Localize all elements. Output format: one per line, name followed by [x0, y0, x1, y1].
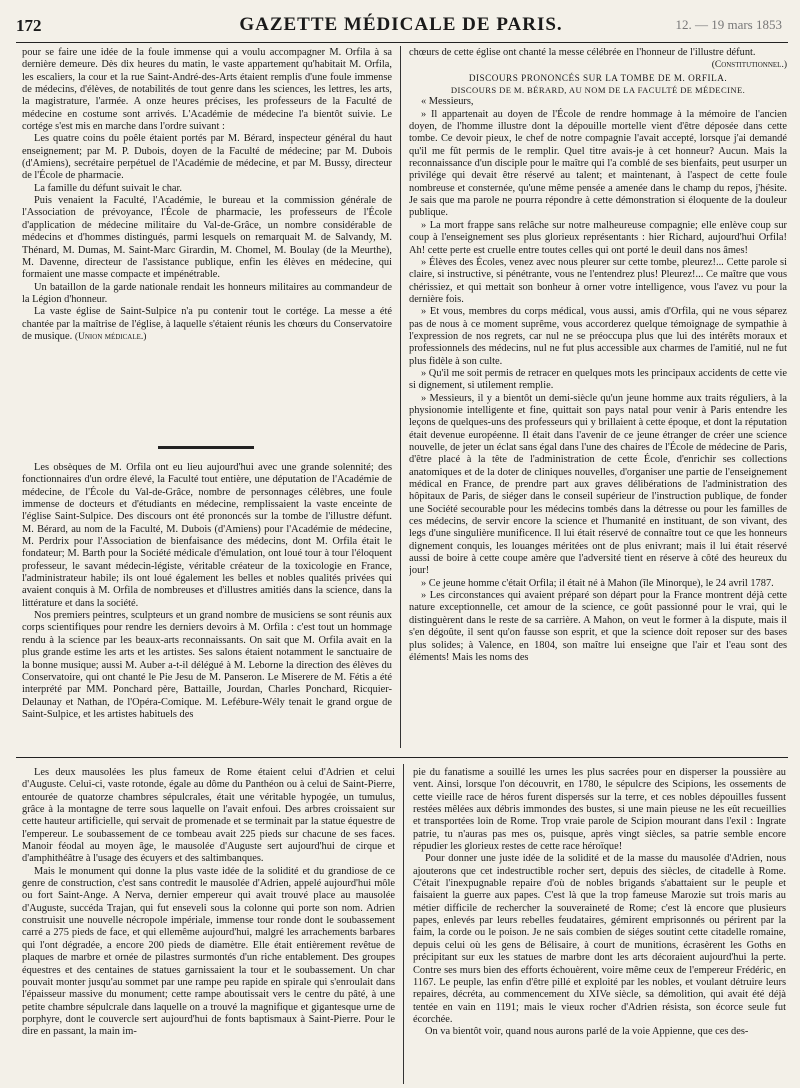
page-header	[16, 14, 786, 38]
date-stamp: 12. — 19 mars 1853	[675, 17, 782, 32]
column-1	[22, 47, 392, 437]
paragraph: » Messieurs, il y a bientôt un demi-siècle qu'un jeune homme aux traits réguliers, à la physionomie intelligente et fine, quittait son pays natal pour venir à Paris entendre les leçons de quelques-uns des professeurs qui y brillaient à cette époque, et dont la réputation était devenue européenne. Il était dans l'avenir de ce jeune étranger de créer une science nouvelle, de jeter un éclat sans égal dans l'une des chaires de l'École de médecine de Paris, d'être placé à la tête de l'administration de cette École, d'enrichir ses collections anatomiques et de la doter de cliniques nouvelles, d'organiser une partie de l'enseignement médical en France, de prendre part aux graves délibérations de l'administration des hôpitaux de Paris, de siéger dans le conseil supérieur de l'instruction publique, de fonder une Société secourable pour les médecins tombés dans la détresse ou pour les familles de ces médecins, de servir encore la science et l'humanité en instituant, de son vivant, des legs d'une singulière munificence. Il lui était réservé de connaître tout ce que les honneurs dignement conquis, les louanges méritées ont de plus enivrant; mais il lui était réservé aussi de boire à cette coupe amère que l'adversité tient en réserve à côté des heureux du jour!	[409, 392, 787, 577]
paragraph: Les deux mausolées les plus fameux de Rome étaient celui d'Adrien et celui d'Auguste. Celui-ci, vaste rotonde, égale au dôme du Panthéon ou à celui de Saint-Pierre, entourée de quatorze chambres sépulcrales, était une véritable hypogée, un tumulus, grâce à la montagne de terre sous laquelle on l'avait enfoui. Des arbres croissaient sur cette hauteur artificielle, qui servait de promenade et se terminait par la statue équestre de l'empereur. Le soubassement de ce tombeau avait 225 pieds sur chacune de ses faces. Manoir féodal au moyen âge, le mausolée d'Auguste sert aujourd'hui de cirque et d'amphithéâtre à l'usage des écuyers et des saltimbanques.	[22, 767, 395, 865]
source-credit-line	[409, 59, 787, 71]
paragraph: On va bientôt voir, quand nous aurons parlé de la voie Appienne, que ces des-	[425, 1026, 749, 1038]
column-divider	[400, 46, 401, 748]
page-number: 172	[16, 16, 42, 35]
paragraph: Pour donner une juste idée de la solidité et de la masse du mausolée d'Adrien, nous ajouterons que cet indestructible rocher sert, depuis des siècles, de citadelle à Rome. C'était l'inexpugnable repaire d'où de nobles brigands s'abattaient sur le peuple et faisaient la guerre aux papes. C'est là que la trop fameuse Marozie sut trois maris au métier difficile de rechercher la souveraineté de Rome; c'est là encore que plusieurs papes, enlevés par leurs rebelles feudataires, gémirent emprisonnés ou périrent par la faim, la corde ou le poison. Je ne sais combien de siéges soutint cette citadelle romaine, depuis celui où les gens de Bélisaire, à court de munitions, écrasèrent les Goths en précipitant sur eux les statues de marbre dont les arts décoraient aujourd'hui la perte. Contre ses murs bien des efforts échouèrent, voire même ceux de l'empereur Frédéric, en 1167. Le peuple, las enfin d'être pillé et exploité par les nobles, et voulant détruire leurs repaires, décréta, au commencement du XIVe siècle, sa démolition, qui avait été déjà tentée en vain en 1191; mais le vieux rocher d'Adrien résista, son écorce seule fut écorchée.	[413, 853, 786, 1025]
paragraph	[22, 306, 392, 343]
column-divider	[403, 764, 404, 1084]
paragraph: Les obsèques de M. Orfila ont eu lieu aujourd'hui avec une grande solennité; des fonctionnaires d'un ordre élevé, la Faculté tout entière, une députation de l'Académie de médecine, de l'École du Val-de-Grâce, nombre de personnages célèbres, une foule immense de docteurs et d'étudiants en médecine, remplissaient la vaste enceinte de l'église Saint-Sulpice. Des discours ont été prononcés sur la tombe de l'illustre défunt. M. Bérard, au nom de la Faculté, M. Dubois (d'Amiens) pour l'Académie de médecine, M. Perdrix pour l'Association de bienfaisance des médecins, dont M. Orfila était le fondateur; M. Barth pour la Société médicale d'émulation, ont loué tour à tour l'éloquent professeur, le savant médecin-légiste, véritable créateur de la toxicologie en France, l'administrateur habile; ils ont loué également les belles et nobles qualités privées qui avaient conquis à M. Orfila de nombreuses et d'illustres amitiés dans la science, dans la littérature et dans la société.	[22, 462, 392, 609]
paragraph: La famille du défunt suivait le char.	[34, 182, 183, 194]
paragraph-text: La vaste église de Saint-Sulpice n'a pu contenir tout le cortége. La messe a été chantée par la maîtrise de l'église, à laquelle s'étaient réunis les chœurs du Conservatoire de musique.	[22, 306, 392, 342]
paragraph: » Les circonstances qui avaient préparé son départ pour la France montrent déjà cette nature exceptionnelle, cet amour de la science, ce goût passionné pour le vrai, qui le distinguèrent dans le reste de sa carrière. A Mahon, on veut le former à la dispute, mais il s'en dégoûte, il sent qu'on fausse son esprit, et que la science doit reposer sur des bases plus solides; à Valence, en 1804, son maître lui enseigne que l'air et l'eau sont des éléments! Mais les noms des	[409, 590, 787, 663]
column-4	[22, 767, 395, 1082]
paragraph: » Élèves des Écoles, venez avec nous pleurer sur cette tombe, pleurez!... Cette parole si claire, si instructive, si pénétrante, vous ne l'entendrez plus! Pleurez!... Ce maître que vous chérissiez, et qui mettait son bonheur à orner votre intelligence, vous l'avez vu pour la dernière fois.	[409, 256, 787, 305]
source-credit: (Constitutionnel.)	[711, 60, 787, 71]
source-credit: (Union médicale.)	[74, 331, 147, 342]
paragraph: « Messieurs,	[421, 96, 474, 108]
paragraph: Puis venaient la Faculté, l'Académie, le bureau et la commission générale de l'Association de prévoyance, l'École de pharmacie, les professeurs de l'École d'application de médecine militaire du Val-de-Grâce, un nombre considérable de médecins et d'hommes distingués, parmi lesquels on remarquait M. de Salvandy, M. Thénard, M. Dumas, M. Saint-Marc Girardin, M. Chomel, M. Boulay (de la Meurthe), M. Davenne, directeur de l'assistance publique, enfin les élèves en médecine, qui formaient une masse compacte et impénétrable.	[22, 195, 392, 281]
paragraph: pour se faire une idée de la foule immense qui a voulu accompagner M. Orfila à sa dernière demeure. Dès dix heures du matin, le vaste appartement qu'habitait M. Orfila, les escaliers, la cour et la rue Saint-André-des-Arts étaient remplis d'une foule immense de médecins, d'élèves, de notabilités de tout genre dans les sciences, les lettres, les arts, la magistrature, l'armée. A onze heures précises, les professeurs de la Faculté de médecine en costume sont arrivés. L'Académie de médecine l'a bientôt suivie. Le cortége s'est mis en marche dans l'ordre suivant :	[22, 47, 392, 133]
paragraph: » Ce jeune homme c'était Orfila; il était né à Mahon (île Minorque), le 24 avril 1787.	[421, 577, 774, 589]
paragraph: » La mort frappe sans relâche sur notre malheureuse compagnie; elle enlève coup sur coup à l'enseignement ses plus glorieux représentants : hier Richard, aujourd'hui Orfila! Ah! cette perte est cruelle entre toutes celles qui ont porté le deuil dans nos âmes!	[409, 219, 787, 256]
discourse-subtitle: DISCOURS DE M. BÉRARD, AU NOM DE LA FACULTÉ DE MÉDECINE.	[450, 85, 746, 96]
paragraph: » Il appartenait au doyen de l'École de rendre hommage à la mémoire de l'ancien doyen, de l'homme illustre dont la dépouille mortelle vient d'être déposée dans cette tombe. Ce devoir pieux, le chef de notre compagnie l'avait accepté, lorsque j'ai demandé qu'il me fût permis de le remplir. Quel titre avais-je à cet honneur? Aucun. Mais la reconnaissance d'un disciple pour le maître qui l'a comblé de ses bienfaits, peut usurper un privilége qui devait être réservé au talent; et maintenant, à l'aspect de cette foule nombreuse et consternée, qu'une même pensée a amenée dans le champ du repos, j'hésite. Je sais que ma parole ne pourra répondre à cette démonstration si éloquente de la douleur publique.	[409, 108, 787, 219]
paragraph: » Qu'il me soit permis de retracer en quelques mots les principaux accidents de cette vie si dignement, si utilement remplie.	[409, 367, 787, 392]
paragraph: Un bataillon de la garde nationale rendait les honneurs militaires au commandeur de la Légion d'honneur.	[22, 281, 392, 305]
feuilleton-rule	[16, 757, 788, 758]
column-3	[409, 47, 787, 747]
column-5	[413, 767, 786, 1082]
masthead-title: GAZETTE MÉDICALE DE PARIS.	[239, 14, 563, 35]
paragraph: Les quatre coins du poêle étaient portés par M. Bérard, inspecteur général du haut enseignement; par M. P. Dubois, doyen de la Faculté de médecine; par M. Dubois (d'Amiens), secrétaire perpétuel de l'Académie de médecine, et par M. Bussy, directeur de l'École de pharmacie.	[22, 133, 392, 182]
paragraph: chœurs de cette église ont chanté la messe célébrée en l'honneur de l'illustre défunt.	[409, 47, 756, 58]
discourses-title: DISCOURS PRONONCÉS SUR LA TOMBE DE M. ORFILA.	[468, 72, 728, 83]
paragraph: Nos premiers peintres, sculpteurs et un grand nombre de musiciens se sont réunis aux corps scientifiques pour rendre les derniers devoirs à M. Orfila : c'est tout un hommage rendu à la science par les beaux-arts reconnaissants. On sait que M. Orfila avait en la plus grande estime les arts et les artistes. Ses salons étaient notamment le sanctuaire de la bonne musique; aussi M. Auber a-t-il délégué à M. Leborne la direction des élèves du Conservatoire, qui ont chanté le Pie Jesu de M. Panseron. Le Miserere de M. Fétis a été interprété par MM. Ponchard père, Battaille, Jourdan, Charles Ponchard, Ricquier-Delaunay et Nathan, de l'Opéra-Comique. M. Lefébure-Wély tenait le grand orgue de Saint-Sulpice, et les artistes habituels des	[22, 610, 392, 720]
paragraph: pie du fanatisme a souillé les urnes les plus sacrées pour en disperser la poussière au vent. Ainsi, lorsque l'on découvrit, en 1780, le sépulcre des Scipions, les ossements de cette vieille race de héros furent dispersés sur la terre, et ces nobles dépouilles fussent restées mêlées aux débris immondes des bustes, si une main pieuse ne les eût recueillies et transportées loin de Rome. Trop vraie parole de Scipion mourant dans l'exil : Ingrate patrie, tu n'auras pas mes os, puisque, après vingt siècles, sa patrie semble encore répudier les glorieux restes de cette race héroïque!	[413, 767, 786, 853]
header-rule	[16, 42, 788, 43]
column-2	[22, 462, 392, 732]
paragraph: » Et vous, membres du corps médical, vous aussi, amis d'Orfila, qui ne vous séparez pas de nous à ce moment suprême, vous accorderez quelque témoignage de sympathie à l'expression de nos regrets, car nul ne se préoccupa plus que lui des intérêts moraux et professionnels des médecins, nul ne fut plus accessible aux charmes de l'amitié, nul ne fut plus fidèle à son culte.	[409, 306, 787, 367]
section-separator	[158, 446, 254, 449]
paragraph: Mais le monument qui donne la plus vaste idée de la solidité et du grandiose de ce genre de construction, c'est sans contredit le mausolée d'Adrien, appelé aujourd'hui môle ou fort Saint-Ange. A Nerva, dernier empereur qui avait trouvé place au mausolée d'Auguste, succéda Trajan, qui fut enseveli sous la colonne qui porte son nom. Adrien construisit une nouvelle nécropole impériale, immense tour ronde dont le soubassement carré a 275 pieds de face, et qui ellemême aujourd'hui, malgré les arrachements barbares qui l'ont dégradée, a encore 200 pieds de diamètre. Elle était entièrement revêtue de plaques de marbre et ornée de pilastres surmontés d'un riche entablement. Des groupes équestres et des centaines de statues garnissaient la tour et le soubassement. Un char pouvait monter jusqu'au sommet par une rampe peu rapide en spirale qui s'enroulait dans l'épaisseur massive du monument; cette rampe aboutissait vers le centre du pâté, à une petite chambre sépulcrale dans laquelle on a trouvé la magnifique et gigantesque urne de porphyre, dont le couvercle sert aujourd'hui de fonts baptismaux à Saint-Pierre. Pour le dire en passant, la main im-	[22, 865, 395, 1038]
